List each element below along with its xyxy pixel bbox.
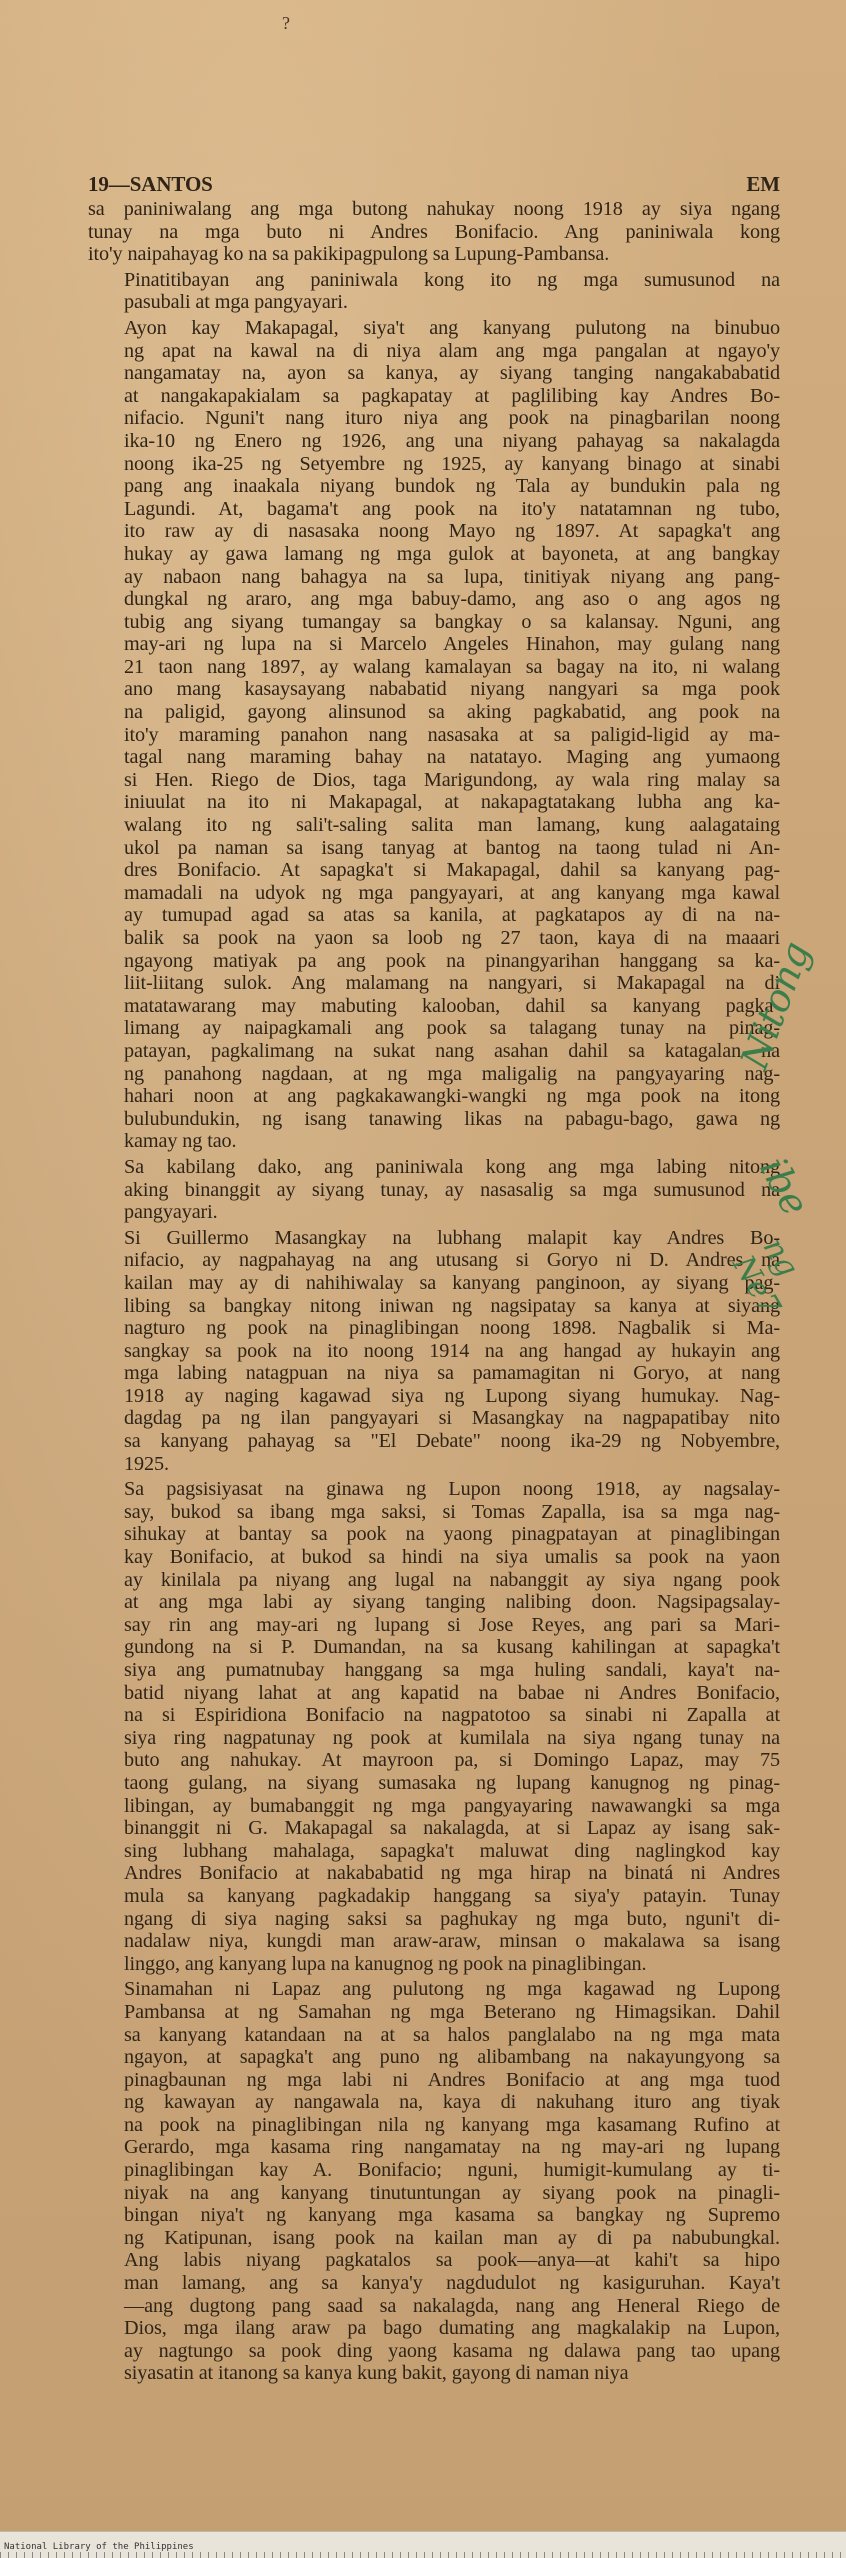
text-line: liit-liitang sulok. Ang malamang na nangyari, si Makapagal na di	[124, 972, 780, 995]
text-line: patayan, pagkalimang na sukat nang asahan dahil sa katagalan na	[124, 1039, 780, 1062]
paragraph	[88, 1156, 780, 1224]
text-line: tagal nang maraming bahay na natatayo. Maging ang yumaong	[124, 746, 780, 769]
footer-text: National Library of the Philippines	[4, 2542, 194, 2552]
text-line: hukay ay gawa lamang ng mga gulok at bayoneta, at ang bangkay	[124, 542, 780, 565]
text-line: walang ito ng sali't-saling salita man lamang, kung aalagataing	[124, 814, 780, 837]
text-line: Ang labis niyang pagkatalos sa pook—anya—at kahi't sa hipo	[124, 2249, 780, 2272]
text-line: niyak na ang kanyang tinutuntungan ay siyang pook na pinagli-	[124, 2181, 780, 2204]
text-line: iniuulat na ito ni Makapagal, at nakapagtatakang lubha ang ka-	[124, 791, 780, 814]
text-line: siya ang pumatnubay hanggang sa mga huling sandali, kaya't na-	[124, 1659, 780, 1681]
text-line: pinagbaunan ng mga labi ni Andres Bonifacio at ang mga tuod	[124, 2068, 780, 2091]
text-line: 1925.	[124, 1452, 169, 1475]
text-line: si Hen. Riego de Dios, taga Marigundong, ay wala ring malay sa	[124, 768, 780, 791]
page-header-left: 19—SANTOS	[88, 172, 213, 196]
text-line: buto ang nahukay. At mayroon pa, si Domingo Lapaz, may 75	[124, 1749, 780, 1772]
text-line: na si Espiridiona Bonifacio na nagpatotoo sa sinabi ni Zapalla at	[124, 1704, 780, 1727]
text-line: ng panahong nagdaan, at ng mga maligalig na pangyayaring nag-	[124, 1062, 780, 1085]
text-line: dungkal ng araro, ang mga babuy-damo, ang aso o ang agos ng	[124, 588, 780, 611]
text-line: matatawarang may mabuting kalooban, dahil sa kanyang pagka-	[124, 994, 780, 1017]
text-line: mamadali na udyok ng mga pangyayari, at ang kanyang mga kawal	[124, 881, 780, 904]
text-line: dagdag pa ng ilan pangyayari si Masangkay na nagpapatibay nito	[124, 1407, 780, 1430]
text-line: Pinatitibayan ang paniniwala kong ito ng mga sumusunod na	[124, 268, 780, 291]
text-line: nifacio, ay nagpahayag na ang utusang si Goryo ni D. Andres na	[124, 1249, 780, 1272]
text-line: say, bukod sa ibang mga saksi, si Tomas Zapalla, isa sa mga nag-	[124, 1500, 780, 1523]
text-line: noong ika-25 ng Setyembre ng 1925, ay kanyang binago at sinabi	[124, 452, 780, 475]
text-line: libing sa bangkay nitong iniwan ng nagsipatay sa kanya at siyang	[124, 1294, 780, 1317]
text-line: 1918 ay naging kagawad siya ng Lupong siyang humukay. Nag-	[124, 1384, 780, 1407]
text-line: sing lubhang mahalaga, sapagka't maluwat ding naglingkod kay	[124, 1839, 780, 1862]
text-line: na pook na pinaglibingan nila ng kanyang mga kasamang Rufino at	[124, 2113, 780, 2136]
text-line: ay kinilala pa niyang ang lugal na nabanggit ay siya ngang pook	[124, 1568, 780, 1591]
text-line: tubig ang siyang tumangay sa bangkay o sa kalansay. Nguni, ang	[124, 610, 780, 633]
text-line: ngayong matiyak pa ang pook na pinangyarihan hanggang sa ka-	[124, 949, 780, 972]
text-line: Ayon kay Makapagal, siya't ang kanyang pulutong na binubuo	[124, 316, 780, 339]
text-line: libingan, ay bumabanggit ng mga pangyayaring nawawangki sa mga	[124, 1794, 780, 1817]
text-line: nifacio. Nguni't nang ituro niya ang pook na pinagbarilan noong	[124, 407, 780, 430]
paragraph	[88, 1478, 780, 1975]
text-line: limang ay naipagkamali ang pook sa talagang tunay na pinag-	[124, 1017, 780, 1040]
text-line: batid niyang lahat at ang kapatid na babae ni Andres Bonifacio,	[124, 1681, 780, 1704]
text-line: sa paniniwalang ang mga butong nahukay noong 1918 ay siya ngang	[88, 198, 780, 220]
text-line: Sinamahan ni Lapaz ang pulutong ng mga kagawad ng Lupong	[124, 1978, 780, 2001]
text-line: ika-10 ng Enero ng 1926, ang una niyang pahayag sa nakalagda	[124, 429, 780, 452]
text-line: say rin ang may-ari ng lupang si Jose Reyes, ang pari sa Mari-	[124, 1613, 780, 1636]
text-line: ay nabaon nang bahagya na sa lupa, tinitiyak niyang ang pang-	[124, 565, 780, 588]
text-line: ito'y naipahayag ko na sa pakikipagpulong sa Lupung-Pambansa.	[88, 243, 610, 266]
text-line: Sa pagsisiyasat na ginawa ng Lupon noong 1918, ay nagsalay-	[124, 1478, 780, 1501]
text-line: dres Bonifacio. At sapagka't si Makapagal, dahil sa kanyang pag-	[124, 859, 780, 882]
text-line: linggo, ang kanyang lupa na kanugnog ng pook na pinaglibingan.	[124, 1952, 647, 1975]
text-line: Pambansa at ng Samahan ng mga Beterano ng Himagsikan. Dahil	[124, 2000, 780, 2023]
paragraph	[88, 317, 780, 1153]
top-mark: ?	[282, 13, 290, 33]
paragraph	[88, 1227, 780, 1476]
text-line: ng Katipunan, isang pook na kailan man ay di pa nabubungkal.	[124, 2226, 780, 2249]
handwritten-annotation-word2: ibe	[751, 1150, 818, 1223]
text-line: Si Guillermo Masangkay na lubhang malapit kay Andres Bo-	[124, 1226, 780, 1249]
page-header	[88, 172, 780, 196]
text-line: mga labing natagpuan na niya sa pamamagitan ni Goryo, at nang	[124, 1362, 780, 1385]
text-line: ukol pa naman sa isang tanyag at bantog na taong tulad ni An-	[124, 836, 780, 859]
text-line: siyasatin at itanong sa kanya kung bakit, gayong di naman niya	[124, 2362, 629, 2385]
footer-strip	[0, 2531, 846, 2558]
text-line: na paligid, gayong alinsunod sa aking pagkabatid, ang pook na	[124, 701, 780, 724]
text-line: kay Bonifacio, at bukod sa hindi na siya umalis sa pook na yaon	[124, 1546, 780, 1569]
text-line: ay tumupad agad sa atas sa kanila, at pagkatapos ay di na na-	[124, 904, 780, 927]
text-line: sa kanyang pahayag sa "El Debate" noong ika-29 ng Nobyembre,	[124, 1430, 780, 1453]
text-line: man lamang, ang sa kanya'y nagdudulot ng kasiguruhan. Kaya't	[124, 2272, 780, 2295]
text-line: ng apat na kawal na di niya alam ang mga pangalan at ngayo'y	[124, 339, 780, 362]
text-line: bingan niya't ng kanyang mga kasama sa bangkay ng Supremo	[124, 2204, 780, 2227]
text-line: sihukay at bantay sa pook na yaong pinagpatayan at pinaglibingan	[124, 1523, 780, 1546]
text-line: pinaglibingan kay A. Bonifacio; nguni, humigit-kumulang ay ti-	[124, 2159, 780, 2182]
text-line: ay nagtungo sa pook ding yaong kasama ng dalawa pang tao upang	[124, 2339, 780, 2362]
text-line: tunay na mga buto ni Andres Bonifacio. Ang paniniwala kong	[88, 220, 780, 243]
text-line: sa kanyang katandaan na at sa halos panglalabo na ng mga mata	[124, 2023, 780, 2046]
text-line: Lagundi. At, bagama't ang pook na ito'y natatamnan ng tubo,	[124, 497, 780, 520]
text-line: pangyayari.	[124, 1201, 218, 1224]
text-line: aking binanggit ay siyang tunay, ay nasasalig sa mga sumusunod na	[124, 1178, 780, 1201]
text-line: pang ang inaakala niyang bundok ng Tala ay bundukin pala ng	[124, 475, 780, 498]
text-line: nagturo ng pook na pinaglibingan noong 1898. Nagbalik si Ma-	[124, 1317, 780, 1340]
handwritten-annotation-word3: ng Ne7	[725, 1232, 806, 1322]
handwritten-annotation-word1: Nitong	[732, 935, 819, 1076]
text-line: ano mang kasaysayang nababatid niyang nangyari sa mga pook	[124, 678, 780, 701]
text-line: siya ring nagpatunay ng pook at kumilala na siya ngang tunay na	[124, 1726, 780, 1749]
text-line: Gerardo, mga kasama ring nangamatay na ng may-ari ng lupang	[124, 2136, 780, 2159]
text-line: —ang dugtong pang saad sa nakalagda, nang ang Heneral Riego de	[124, 2294, 780, 2317]
text-line: bulubundukin, ng isang tanawing likas na pabagu-bago, gawa ng	[124, 1107, 780, 1130]
text-line: ngang di siya naging saksi sa paghukay ng mga buto, nguni't di-	[124, 1907, 780, 1930]
text-line: sangkay sa pook na ito noong 1914 na ang hangad ay hukayin ang	[124, 1339, 780, 1362]
text-line: Sa kabilang dako, ang paniniwala kong ang mga labing nitong	[124, 1155, 780, 1178]
text-line: 21 taon nang 1897, ay walang kamalayan sa bagay na ito, ni walang	[124, 655, 780, 678]
page-header-right: EM	[746, 172, 780, 196]
text-line: kailan may ay di nahihiwalay sa kanyang panginoon, ay siyang pag-	[124, 1271, 780, 1294]
text-line: nangamatay na, ayon sa kanya, ay siyang tanging nangakababatid	[124, 362, 780, 385]
text-line: mula sa kanyang pagkadakip hanggang sa siya'y patayin. Tunay	[124, 1884, 780, 1907]
text-line: ng kawayan ay nangawala na, kaya di nakuhang ituro ang tiyak	[124, 2091, 780, 2114]
text-line: at nangakapakialam sa pagkapatay at paglilibing kay Andres Bo-	[124, 384, 780, 407]
text-line: Andres Bonifacio at nakababatid ng mga hirap na binatá ni Andres	[124, 1862, 780, 1885]
text-line: taong gulang, na siyang sumasaka ng lupang kanugnog ng pinag-	[124, 1771, 780, 1794]
text-line: pasubali at mga pangyayari.	[124, 291, 348, 314]
ruler-ticks	[0, 2552, 846, 2558]
article-text	[88, 172, 780, 2388]
text-line: may-ari ng lupa na si Marcelo Angeles Hinahon, may gulang nang	[124, 633, 780, 656]
text-line: Dios, mga ilang araw pa bago dumating ang magkalakip na Lupon,	[124, 2317, 780, 2340]
paragraph	[88, 269, 780, 314]
text-line: balik sa pook na yaon sa loob ng 27 taon, kaya di na maaari	[124, 927, 780, 949]
text-line: gundong na si P. Dumandan, na sa kusang kahilingan at sapagka't	[124, 1636, 780, 1659]
text-line: kamay ng tao.	[124, 1130, 237, 1153]
text-line: ito'y maraming panahon nang nasasaka at sa paligid-ligid ay ma-	[124, 723, 780, 746]
text-line: ngayon, at sapagka't ang puno ng alibambang na nakayungyong sa	[124, 2046, 780, 2069]
text-line: nadalaw niya, kungdi man araw-araw, minsan o makalawa sa isang	[124, 1930, 780, 1953]
paragraph	[88, 1978, 780, 2385]
text-line: binanggit ni G. Makapagal sa nakalagda, at si Lapaz ay isang sak-	[124, 1817, 780, 1840]
paragraph	[88, 198, 780, 266]
text-line: ito raw ay di nasasaka noong Mayo ng 1897. At sapagka't ang	[124, 520, 780, 543]
text-line: hahari noon at ang pagkakawangki-wangki ng mga pook na itong	[124, 1085, 780, 1108]
text-line: at ang mga labi ay siyang tanging nalibing doon. Nagsipagsalay-	[124, 1591, 780, 1614]
